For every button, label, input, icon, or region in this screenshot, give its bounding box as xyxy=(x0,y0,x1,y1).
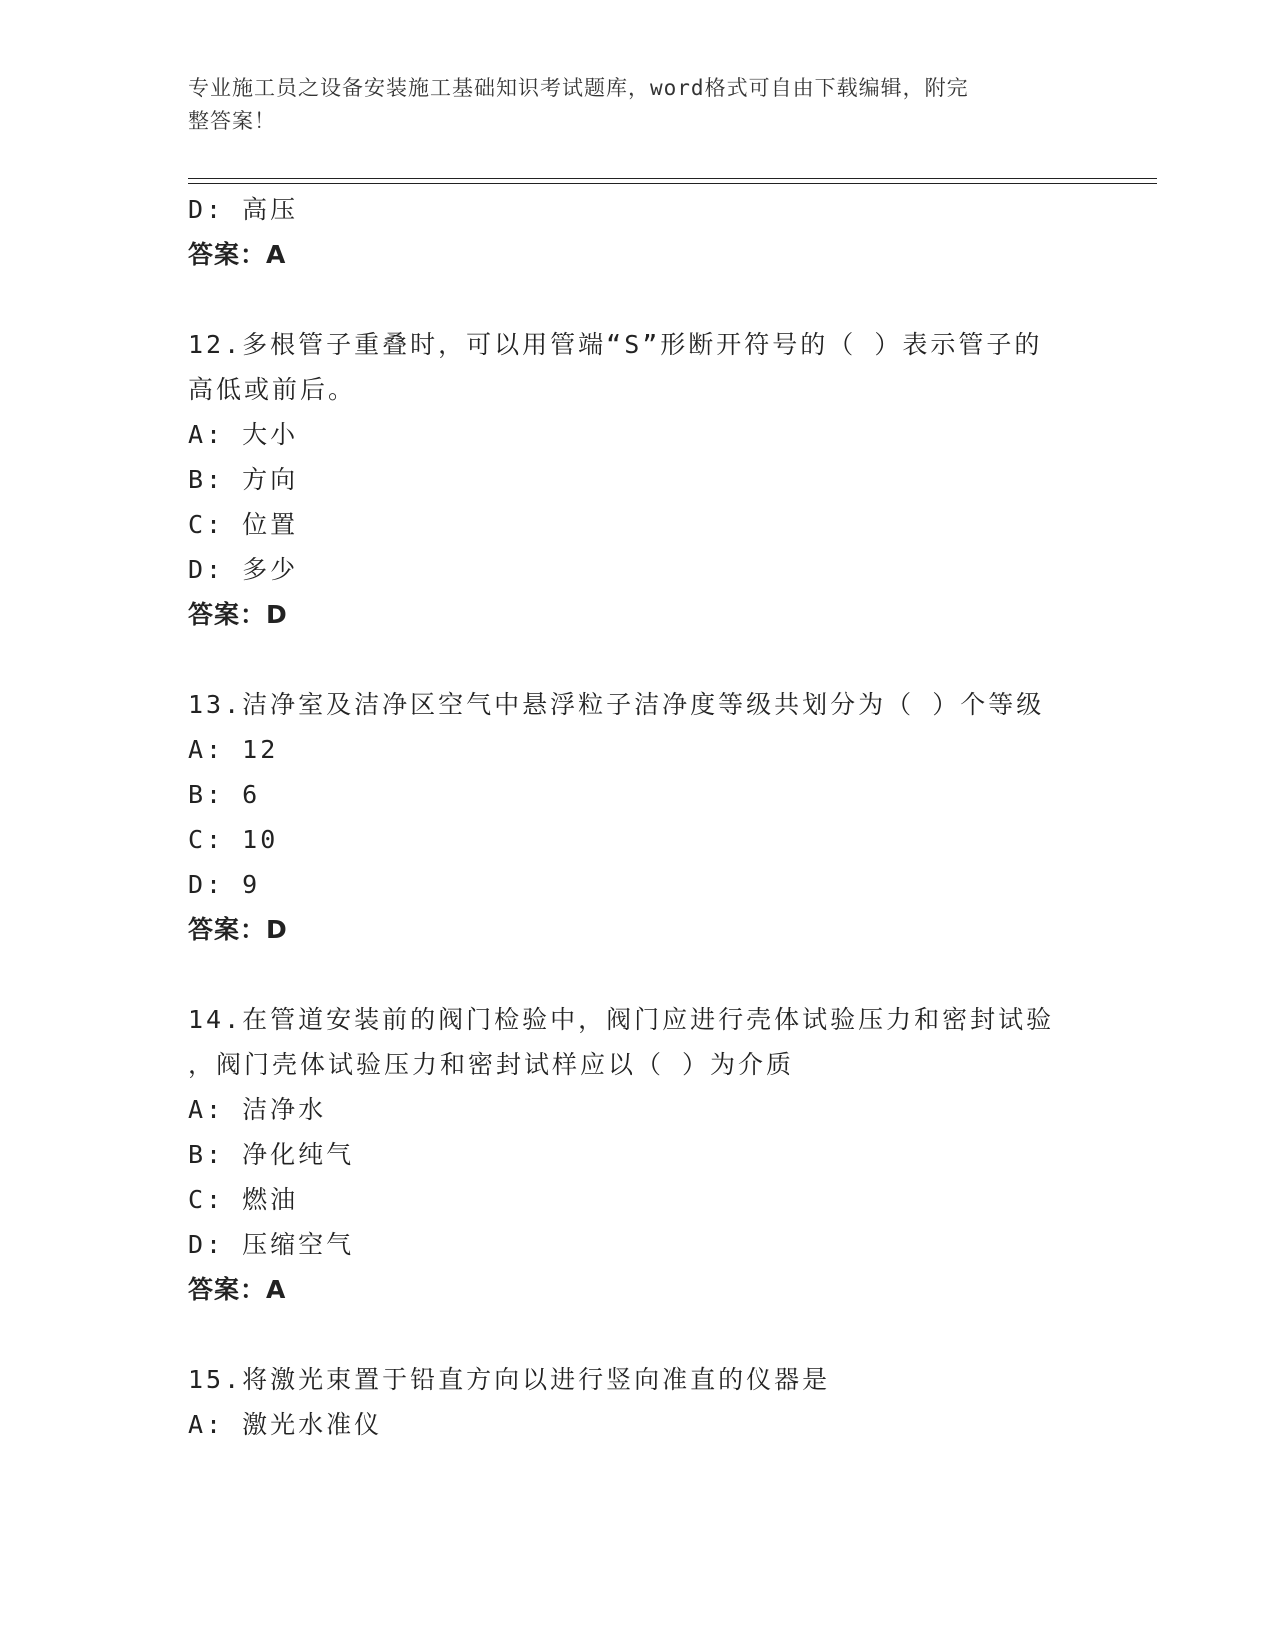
q14-option-d: D: 压缩空气 xyxy=(188,1230,355,1259)
q14-option-a: A: 洁净水 xyxy=(188,1095,327,1124)
q12-option-a: A: 大小 xyxy=(188,420,299,449)
q13-option-d: D: 9 xyxy=(188,870,261,899)
q13-answer: 答案：D xyxy=(188,915,288,944)
q14-stem-line-1: 14.在管道安装前的阀门检验中，阀门应进行壳体试验压力和密封试验 xyxy=(188,1005,1055,1034)
q14-stem-line-2: ，阀门壳体试验压力和密封试样应以（ ）为介质 xyxy=(188,1050,795,1079)
document-header xyxy=(188,72,1088,138)
prev-answer: 答案：A xyxy=(188,240,287,269)
q15-option-a: A: 激光水准仪 xyxy=(188,1410,383,1439)
header-line-1: 专业施工员之设备安装施工基础知识考试题库，word格式可自由下载编辑，附完 xyxy=(188,76,969,100)
header-line-2: 整答案！ xyxy=(188,109,276,133)
q14-option-c: C: 燃油 xyxy=(188,1185,299,1214)
q12-option-d: D: 多少 xyxy=(188,555,299,584)
q15-stem-line-1: 15.将激光束置于铅直方向以进行竖向准直的仪器是 xyxy=(188,1365,831,1394)
q13-stem-line-1: 13.洁净室及洁净区空气中悬浮粒子洁净度等级共划分为（ ）个等级 xyxy=(188,690,1045,719)
header-divider-top xyxy=(188,178,1157,179)
q12-option-b: B: 方向 xyxy=(188,465,299,494)
q12-stem-line-1: 12.多根管子重叠时，可以用管端“S”形断开符号的（ ）表示管子的 xyxy=(188,330,1043,359)
q12-option-c: C: 位置 xyxy=(188,510,299,539)
q14-option-b: B: 净化纯气 xyxy=(188,1140,355,1169)
q14-answer: 答案：A xyxy=(188,1275,287,1304)
header-divider-bottom xyxy=(188,183,1157,184)
q13-option-a: A: 12 xyxy=(188,735,279,764)
q12-answer: 答案：D xyxy=(188,600,288,629)
q12-stem-line-2: 高低或前后。 xyxy=(188,375,357,404)
q13-option-c: C: 10 xyxy=(188,825,279,854)
prev-option-d: D: 高压 xyxy=(188,195,299,224)
q13-option-b: B: 6 xyxy=(188,780,261,809)
